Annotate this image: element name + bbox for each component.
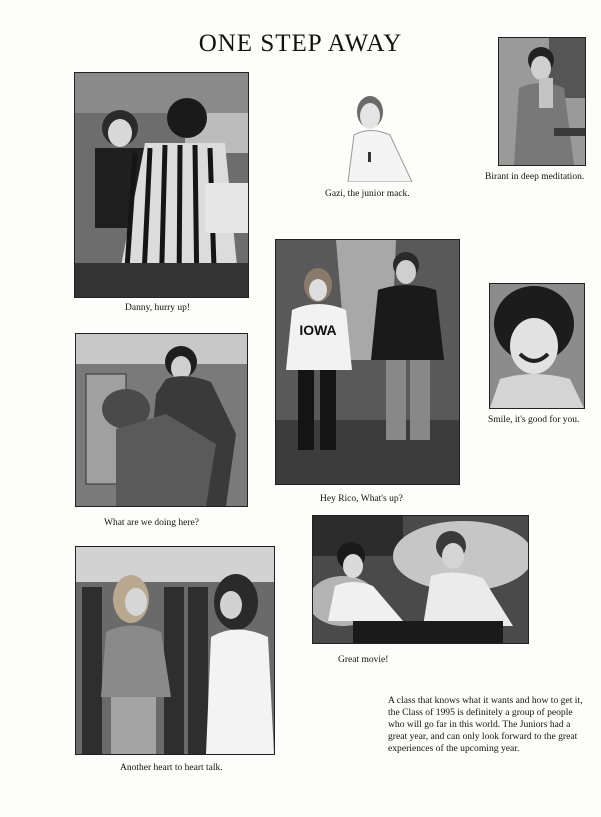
caption-danny: Danny, hurry up! <box>125 303 191 313</box>
caption-gazi: Gazi, the junior mack. <box>325 189 410 199</box>
photo-smile <box>489 283 585 409</box>
caption-movie: Great movie! <box>338 655 389 665</box>
caption-smile: Smile, it's good for you. <box>488 415 580 425</box>
photo-rico <box>275 239 460 485</box>
photo-gazi <box>340 90 420 182</box>
photo-birant <box>498 37 586 166</box>
page-title: ONE STEP AWAY <box>198 30 403 57</box>
photo-danny <box>74 72 249 298</box>
caption-birant: Birant in deep meditation. <box>485 172 585 182</box>
caption-what: What are we doing here? <box>104 518 199 528</box>
photo-movie <box>312 515 529 644</box>
photo-what <box>75 333 248 507</box>
shirt-text: IOWA <box>299 322 337 338</box>
caption-rico: Hey Rico, What's up? <box>320 494 403 504</box>
caption-heart: Another heart to heart talk. <box>120 763 223 773</box>
photo-heart <box>75 546 275 755</box>
class-paragraph: A class that knows what it wants and how to get it, the Class of 1995 is definitely a group of people who will go far in this world. The Juniors had a great year, and can only look forward to the great experiences of the upcoming year. <box>388 695 583 754</box>
